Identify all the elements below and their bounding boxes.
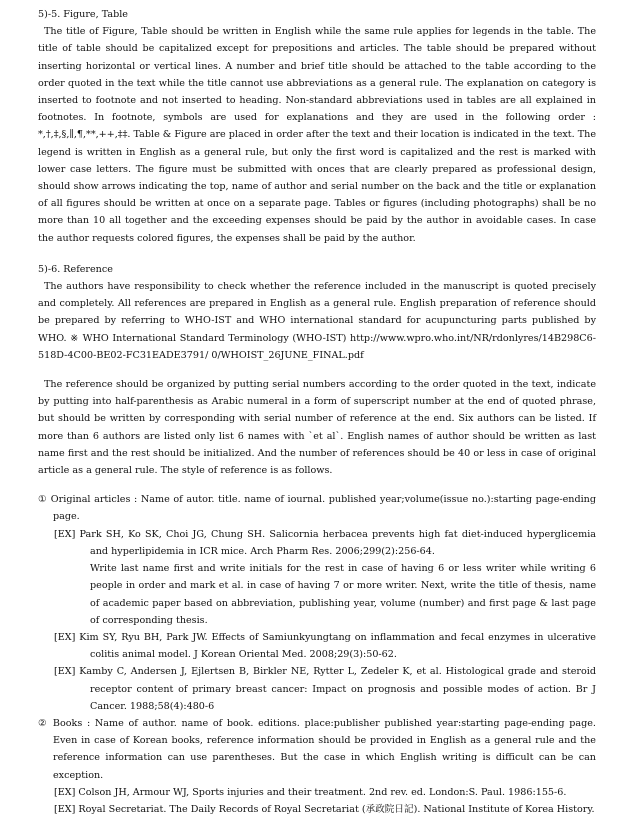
example-book-2: [EX] Royal Secretariat. The Daily Records of Royal Secretariat (承政院日記). National Institute of Korea History. [54,803,595,815]
section-heading-reference: 5)-6. Reference [38,263,113,275]
reference-paragraph-2: The reference should be organized by putting serial numbers according to the order quoted in the text, indicate by putting into half-parenthesis as Arabic numeral in a form of superscript number at the end of quoted phrase, but should be written by corresponding with serial number of reference at the end. Six authors can be listed. If more than 6 authors are listed only list 6 names with `et al`. English names of author should be written as last name first and the rest should be initialized. And the number of references should be 40 or less in case of original article as a general rule. The style of reference is as follows. [38,379,596,477]
document-page [38,6,596,818]
list-item-original-articles: ① Original articles : Name of autor. title. name of iournal. published year;volume(issue no.):starting page-ending page. [38,494,596,523]
example-reference-2: [EX] Kim SY, Ryu BH, Park JW. Effects of Samiunkyungtang on inflammation and fecal enzymes in ulcerative colitis animal model. J Korean Oriental Med. 2008;29(3):50-62. [54,631,596,661]
section-heading-figure-table: 5)-5. Figure, Table [38,9,128,20]
reference-paragraph-1: The authors have responsibility to check whether the reference included in the manuscript is quoted precisely and completely. All references are prepared in English as a general rule. English preparation of reference should be prepared by referring to WHO-IST and WHO international standard for acupuncturing parts published by WHO. ※ WHO International Standard Terminology (WHO-IST) http://www.wpro.who.int/NR/rdonlyres/14B298C6-518D-4C00-BE02-FC31EADE3791/ 0/WHOIST_26JUNE_FINAL.pdf [38,281,596,361]
example-reference-1: [EX] Park SH, Ko SK, Choi JG, Chung SH. Salicornia herbacea prevents high fat diet-induced hyperglicemia and hyperlipidemia in ICR mice. Arch Pharm Res. 2006;299(2):256-64. [54,528,596,557]
figure-table-paragraph: The title of Figure, Table should be written in English while the same rule applies for legends in the table. The title of table should be capitalized except for prepositions and articles. The table should be prepared without inserting horizontal or vertical lines. A number and brief title should be attached to the table according to the order quoted in the text while the title cannot use abbreviations as a general rule. The explanation on category is inserted to footnote and not inserted to heading. Non-standard abbreviations used in tables are all explained in footnotes. In footnote, symbols are used for explanations and they are used in the following order : *,†,‡,§,∥,¶,**,++,‡‡. Table & Figure are placed in order after the text and their location is indicated in the text. The legend is written in English as a general rule, but only the first word is capitalized and the rest is marked with lower case letters. The figure must be submitted with onces that are clearly prepared as professional design, should show arrows indicating the top, name of author and serial number on the back and the title or explanation of all figures should be written at once on a separate page. Tables or figures (including photographs) shall be no more than 10 all together and the exceeding expenses should be paid by the author in avoidable cases. In case the author requests colored figures, the expenses shall be paid by the author. [38,26,597,244]
author-format-note: Write last name first and write initials for the rest in case of having 6 or less writer while writing 6 people in order and mark et al. in case of having 7 or more writer. Next, write the title of thesis, name of academic paper based on abbreviation, publishing year, volume (number) and first page & last page of corresponding thesis. [90,563,596,626]
example-book-1: [EX] Colson JH, Armour WJ, Sports injuries and their treatment. 2nd rev. ed. London:S. Paul. 1986:155-6. [54,786,567,798]
list-item-books: ② Books : Name of author. name of book. editions. place:publisher published year:starting page-ending page. Even in case of Korean books, reference information should be provided in English as a general rule and the reference information can use parentheses. But the case in which English writing is difficult can be can exception. [38,717,596,781]
example-reference-3: [EX] Kamby C, Andersen J, Ejlertsen B, Birkler NE, Rytter L, Zedeler K, et al. Histological grade and steroid receptor content of primary breast cancer: Impact on prognosis and possible modes of action. Br J Cancer. 1988;58(4):480-6 [54,666,596,712]
reference-style-list [38,491,596,818]
